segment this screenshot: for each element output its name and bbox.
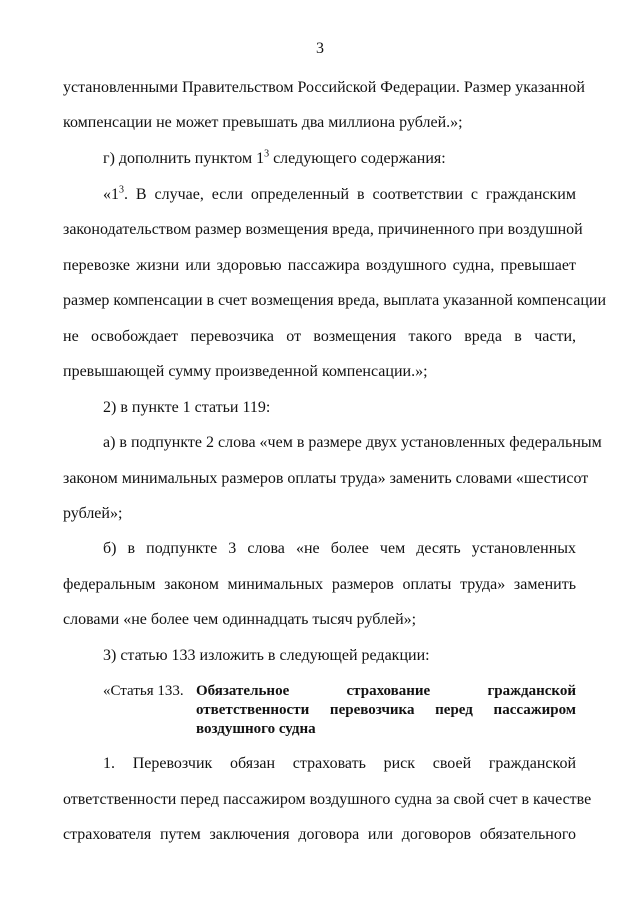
text-line: федеральным законом минимальных размеров оплаты труда» заменить [63,576,576,593]
text-line: законом минимальных размеров оплаты труда» заменить словами «шестисот [63,470,589,487]
text-line: а) в подпункте 2 слова «чем в размере двух установленных федеральным [103,434,602,451]
text-line: ответственности перед пассажиром воздушного судна за свой счет в качестве [63,791,592,808]
text-line: размер компенсации в счет возмещения вреда, выплата указанной компенсации [63,292,607,309]
text-line: законодательством размер возмещения вреда, причиненного при воздушной [63,221,583,238]
text-line: компенсации не может превышать два миллиона рублей.»; [63,114,463,131]
text-line: 2) в пункте 1 статьи 119: [103,399,271,416]
text-line: 3) статью 133 изложить в следующей редакции: [103,647,430,664]
article-title-line: воздушного судна [196,721,316,737]
article-title-line: Обязательное страхование гражданской [196,683,576,699]
text-line: «$1^3$. В случае, если определенный в соответствии с гражданским [103,184,576,203]
text-line: превышающей сумму произведенной компенсации.»; [63,363,428,380]
text-line: не освобождает перевозчика от возмещения такого вреда в части, [63,328,576,345]
text-line: 1. Перевозчик обязан страховать риск своей гражданской [103,755,576,772]
text-line: страхователя путем заключения договора или договоров обязательного [63,826,576,843]
text-line: б) в подпункте 3 слова «не более чем десять установленных [103,540,576,557]
text-line: установленными Правительством Российской Федерации. Размер указанной [63,79,585,96]
text-line: перевозке жизни или здоровью пассажира воздушного судна, превышает [63,257,576,274]
text-line: словами «не более чем одиннадцать тысяч рублей»; [63,611,417,628]
text-line: рублей»; [63,505,123,522]
text-line: г) дополнить пунктом $1^3$ следующего содержания: [103,148,446,167]
article-title-line: ответственности перевозчика перед пассажиром [196,702,576,718]
article-label: «Статья 133. [103,683,184,699]
page-number: 3 [316,40,324,57]
